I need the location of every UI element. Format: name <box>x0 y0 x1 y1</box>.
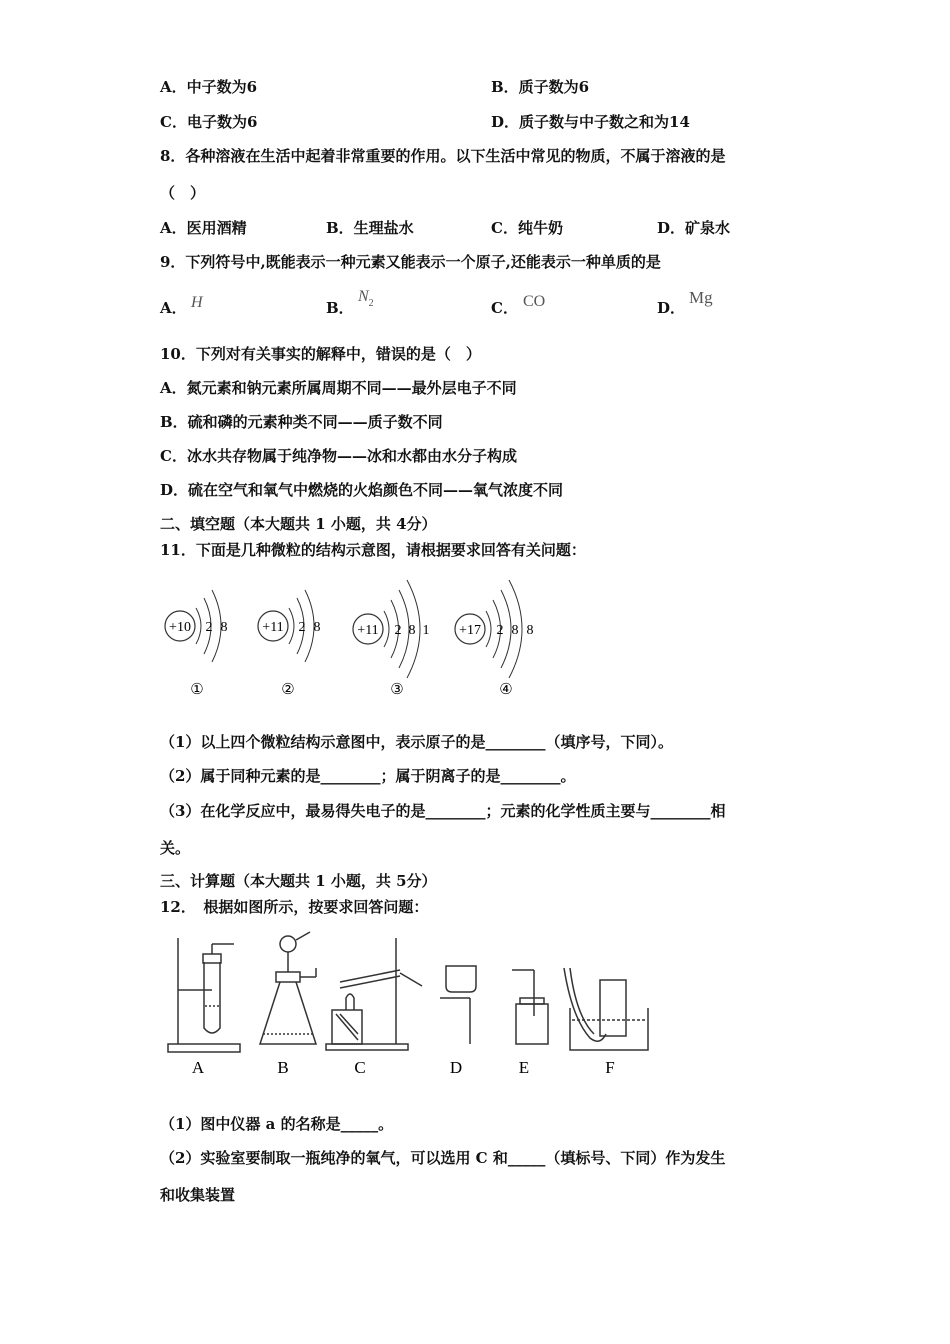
q7-option-c: C．电子数为6 <box>160 113 258 131</box>
q10-option-b: B．硫和磷的元素种类不同——质子数不同 <box>160 413 443 431</box>
atom-1-shell-2: 8 <box>220 620 228 635</box>
q9-option-d-label: D． <box>657 299 686 317</box>
atom-diagram-2 <box>258 590 321 698</box>
apparatus-label-e: E <box>518 1058 530 1077</box>
q12-part-1: （1）图中仪器 a 的名称是_____。 <box>160 1115 394 1133</box>
q9-option-b-symbol: $N_2$ <box>358 288 374 309</box>
atom-4-shell-2: 8 <box>511 623 519 638</box>
q9-stem: 9．下列符号中,既能表示一种元素又能表示一个原子,还能表示一种单质的是 <box>160 253 661 271</box>
q10-option-d: D．硫在空气和氧气中燃烧的火焰颜色不同——氧气浓度不同 <box>160 481 564 499</box>
atom-structure-diagrams <box>160 570 560 702</box>
apparatus-label-b: B <box>277 1058 289 1077</box>
q8-blank: （ ） <box>160 184 206 202</box>
atom-2-shell-2: 8 <box>313 620 321 635</box>
atom-3-nucleus: +11 <box>357 623 379 638</box>
atom-2-shell-1: 2 <box>298 620 306 635</box>
q11-part-3-continued: 关。 <box>160 839 191 857</box>
q7-option-b: B．质子数为6 <box>491 78 590 96</box>
q7-option-d: D．质子数与中子数之和为14 <box>491 113 690 131</box>
q11-part-3: （3）在化学反应中，最易得失电子的是________；元素的化学性质主要与________相 <box>160 802 726 820</box>
atom-4-label: ④ <box>499 682 513 698</box>
q9-option-a-symbol: H <box>191 294 203 311</box>
atom-3-shell-2: 8 <box>408 623 416 638</box>
q7-option-a: A．中子数为6 <box>160 78 258 96</box>
q8-stem: 8．各种溶液在生活中起着非常重要的作用。以下生活中常见的物质，不属于溶液的是 <box>160 147 726 165</box>
apparatus-f <box>564 968 648 1050</box>
q8-option-c: C．纯牛奶 <box>491 219 563 237</box>
q9-option-b-label: B． <box>326 299 354 317</box>
atom-1-label: ① <box>190 682 204 698</box>
q9-option-c-label: C． <box>491 299 518 317</box>
q12-stem: 12． 根据如图所示，按要求回答问题： <box>160 898 429 916</box>
atom-diagram-4 <box>455 580 534 698</box>
apparatus-label-a: A <box>191 1058 205 1077</box>
q9-option-a-label: A． <box>160 299 187 317</box>
atom-3-shell-1: 2 <box>394 623 402 638</box>
lab-apparatus-figure <box>160 928 660 1083</box>
apparatus-a <box>168 938 240 1052</box>
section2-heading: 二、填空题（本大题共 1 小题，共 4分） <box>160 515 437 533</box>
atom-2-nucleus: +11 <box>262 620 284 635</box>
atom-1-shell-1: 2 <box>205 620 213 635</box>
apparatus-c <box>326 938 422 1050</box>
atom-diagram-3 <box>353 580 430 698</box>
q11-part-2: （2）属于同种元素的是________；属于阴离子的是________。 <box>160 767 576 785</box>
q11-part-1: （1）以上四个微粒结构示意图中，表示原子的是________（填序号，下同）。 <box>160 733 673 751</box>
atom-3-shell-3: 1 <box>422 623 430 638</box>
q9-option-d-symbol: Mg <box>689 288 713 307</box>
q10-option-a: A．氮元素和钠元素所属周期不同——最外层电子不同 <box>160 379 517 397</box>
apparatus-e <box>512 970 548 1044</box>
q12-part-2-continued: 和收集装置 <box>160 1186 236 1204</box>
q8-option-b: B．生理盐水 <box>326 219 414 237</box>
q8-option-a: A．医用酒精 <box>160 219 247 237</box>
q8-option-d: D．矿泉水 <box>657 219 731 237</box>
atom-4-nucleus: +17 <box>459 623 481 638</box>
q10-stem: 10．下列对有关事实的解释中，错误的是（ ） <box>160 345 481 363</box>
q9-option-c-symbol: CO <box>523 293 546 310</box>
atom-4-shell-1: 2 <box>496 623 504 638</box>
apparatus-label-d: D <box>449 1058 463 1077</box>
apparatus-b <box>260 932 316 1044</box>
q10-option-c: C．冰水共存物属于纯净物——冰和水都由水分子构成 <box>160 447 517 465</box>
section3-heading: 三、计算题（本大题共 1 小题，共 5分） <box>160 872 437 890</box>
atom-2-label: ② <box>281 682 295 698</box>
atom-diagram-1 <box>165 590 228 698</box>
atom-3-label: ③ <box>390 682 404 698</box>
apparatus-label-f: F <box>605 1058 615 1077</box>
q11-stem: 11．下面是几种微粒的结构示意图，请根据要求回答有关问题： <box>160 541 586 559</box>
atom-1-nucleus: +10 <box>169 620 191 635</box>
apparatus-d <box>440 966 476 1044</box>
atom-4-shell-3: 8 <box>526 623 534 638</box>
q12-part-2: （2）实验室要制取一瓶纯净的氧气，可以选用 C 和_____（填标号、下同）作为发生 <box>160 1149 726 1167</box>
apparatus-label-c: C <box>354 1058 366 1077</box>
